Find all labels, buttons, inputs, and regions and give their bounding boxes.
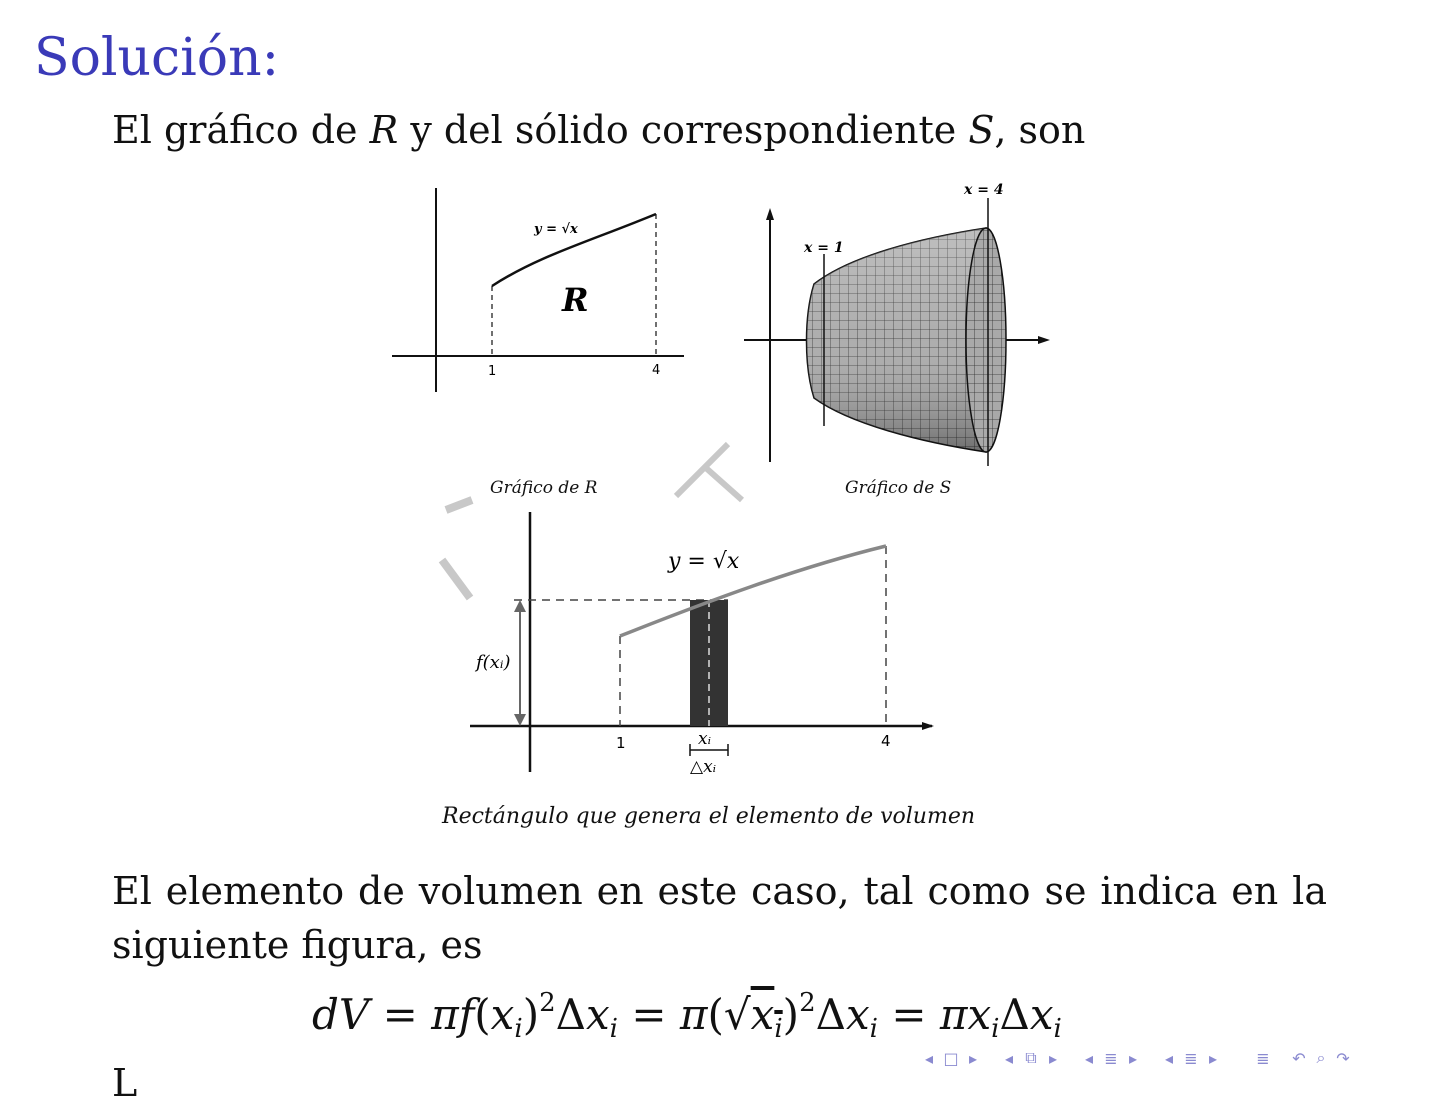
rect-tick-1: 1 — [616, 734, 626, 752]
caption-graph-r: Gráfico de R — [490, 478, 598, 498]
intro-prefix: El gráfico de — [112, 108, 370, 152]
intro-sentence — [112, 108, 1085, 154]
nav-subsection-icon[interactable]: ⧉ — [1025, 1048, 1037, 1067]
fx-arrow-top — [514, 600, 526, 612]
intro-middle: y del sólido correspondiente — [398, 108, 969, 152]
volume-formula: dV = $\pi f(x_i)^2\Delta x_i = \pi(√x_i)^2\Delta x_i = \pi x_i\Delta x_i$ — [312, 988, 1062, 1044]
s-y-arrow — [766, 208, 774, 220]
nav-prev-section-icon[interactable]: ◂ — [1084, 1048, 1094, 1068]
nav-back-icon[interactable]: ↶ — [1292, 1048, 1306, 1068]
nav-doc-icon[interactable]: ≣ — [1184, 1048, 1198, 1068]
nav-search-icon[interactable]: ⌕ — [1316, 1048, 1326, 1067]
beamer-navigation[interactable] — [918, 1044, 1428, 1072]
r-tick-4: 4 — [652, 363, 661, 378]
paragraph — [112, 864, 1327, 972]
figure-region-r — [388, 182, 688, 397]
caption-graph-s: Gráfico de S — [845, 478, 952, 498]
intro-suffix: , son — [994, 108, 1086, 152]
nav-frame-icon[interactable]: □ — [943, 1048, 959, 1068]
nav-next-frame-icon[interactable]: ▸ — [968, 1048, 978, 1068]
nav-section-icon[interactable]: ≣ — [1104, 1048, 1118, 1068]
rect-curve-label: y = √x — [668, 549, 740, 574]
nav-appendix-icon[interactable]: ≣ — [1256, 1048, 1270, 1068]
s-label-x4: x = 4 — [964, 182, 1004, 198]
rect-xi-label: xᵢ — [698, 729, 712, 749]
nav-prev-doc-icon[interactable]: ◂ — [1164, 1048, 1174, 1068]
rect-curve — [620, 546, 886, 636]
paragraph-line-1: El elemento de volumen en este caso, tal como se indica en la — [112, 869, 1327, 913]
rect-tick-4: 4 — [881, 732, 891, 750]
r-tick-1: 1 — [488, 364, 497, 379]
nav-next-section-icon[interactable]: ▸ — [1128, 1048, 1138, 1068]
rect-dx-label: △xᵢ — [690, 757, 717, 777]
figure-volume-rectangle — [466, 508, 942, 780]
cut-off-text: L — [112, 1061, 138, 1105]
nav-prev-subsection-icon[interactable]: ◂ — [1004, 1048, 1014, 1068]
s-shading — [807, 228, 987, 452]
s-label-x1: x = 1 — [804, 240, 844, 256]
rect-x-arrow — [922, 722, 934, 730]
r-curve-label: y = √x — [534, 222, 578, 237]
r-region-label: R — [562, 281, 589, 319]
caption-volume-rectangle: Rectángulo que genera el elemento de volumen — [442, 804, 976, 829]
nav-next-doc-icon[interactable]: ▸ — [1208, 1048, 1218, 1068]
nav-forward-icon[interactable]: ↷ — [1336, 1048, 1350, 1068]
intro-r: R — [369, 108, 399, 152]
rect-fx-label: f(xᵢ) — [476, 652, 511, 673]
paragraph-line-2: siguiente figura, es — [112, 923, 483, 967]
s-end-disc — [966, 228, 1006, 452]
nav-prev-frame-icon[interactable]: ◂ — [924, 1048, 934, 1068]
fx-arrow-bottom — [514, 714, 526, 726]
intro-s: S — [968, 108, 995, 152]
figure-solid-s — [740, 176, 1060, 472]
slide-title: Solución: — [34, 28, 280, 88]
s-x-arrow — [1038, 336, 1050, 344]
nav-next-subsection-icon[interactable]: ▸ — [1048, 1048, 1058, 1068]
